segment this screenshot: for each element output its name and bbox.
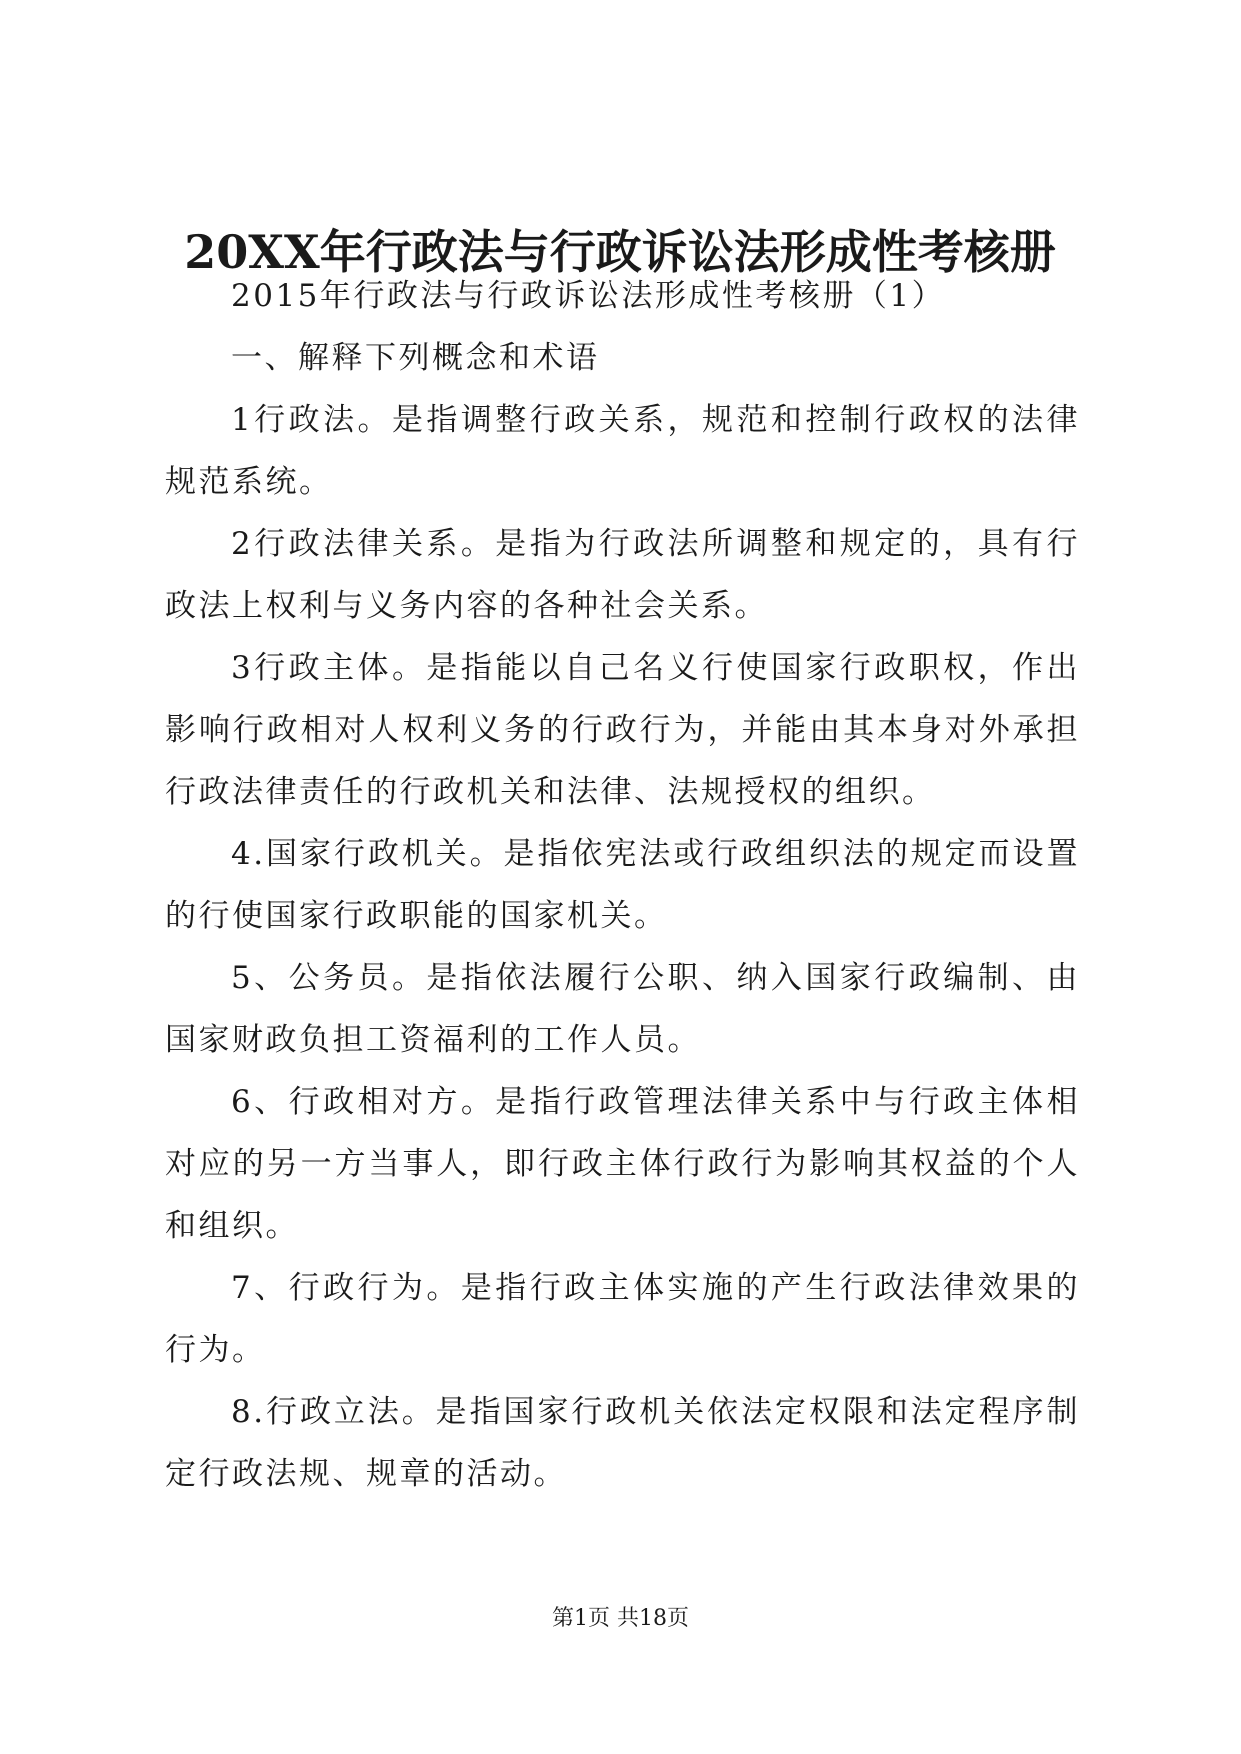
paragraph-term-7: 7、行政行为。是指行政主体实施的产生行政法律效果的行为。 [165,1270,1080,1368]
paragraph-section-heading: 一、解释下列概念和术语 [231,340,600,376]
paragraph-term-5: 5、公务员。是指依法履行公职、纳入国家行政编制、由国家财政负担工资福利的工作人员。 [165,960,1080,1058]
paragraph-subtitle: 2015年行政法与行政诉讼法形成性考核册（1） [231,278,946,314]
paragraph-term-2: 2行政法律关系。是指为行政法所调整和规定的，具有行政法上权利与义务内容的各种社会关系。 [165,526,1080,624]
paragraph-term-6: 6、行政相对方。是指行政管理法律关系中与行政主体相对应的另一方当事人，即行政主体行政行为影响其权益的个人和组织。 [165,1084,1080,1244]
paragraph-term-1: 1行政法。是指调整行政关系，规范和控制行政权的法律规范系统。 [165,402,1080,500]
document-title: 20XX年行政法与行政诉讼法形成性考核册 [184,225,1056,279]
paragraph-term-8: 8.行政立法。是指国家行政机关依法定权限和法定程序制定行政法规、规章的活动。 [165,1394,1080,1492]
page-number-footer: 第1页 共18页 [552,1606,689,1631]
paragraph-term-3: 3行政主体。是指能以自己名义行使国家行政职权，作出影响行政相对人权利义务的行政行为，并能由其本身对外承担行政法律责任的行政机关和法律、法规授权的组织。 [165,650,1080,810]
document-body [165,265,1080,1505]
paragraph-term-4: 4.国家行政机关。是指依宪法或行政组织法的规定而设置的行使国家行政职能的国家机关。 [165,836,1080,934]
